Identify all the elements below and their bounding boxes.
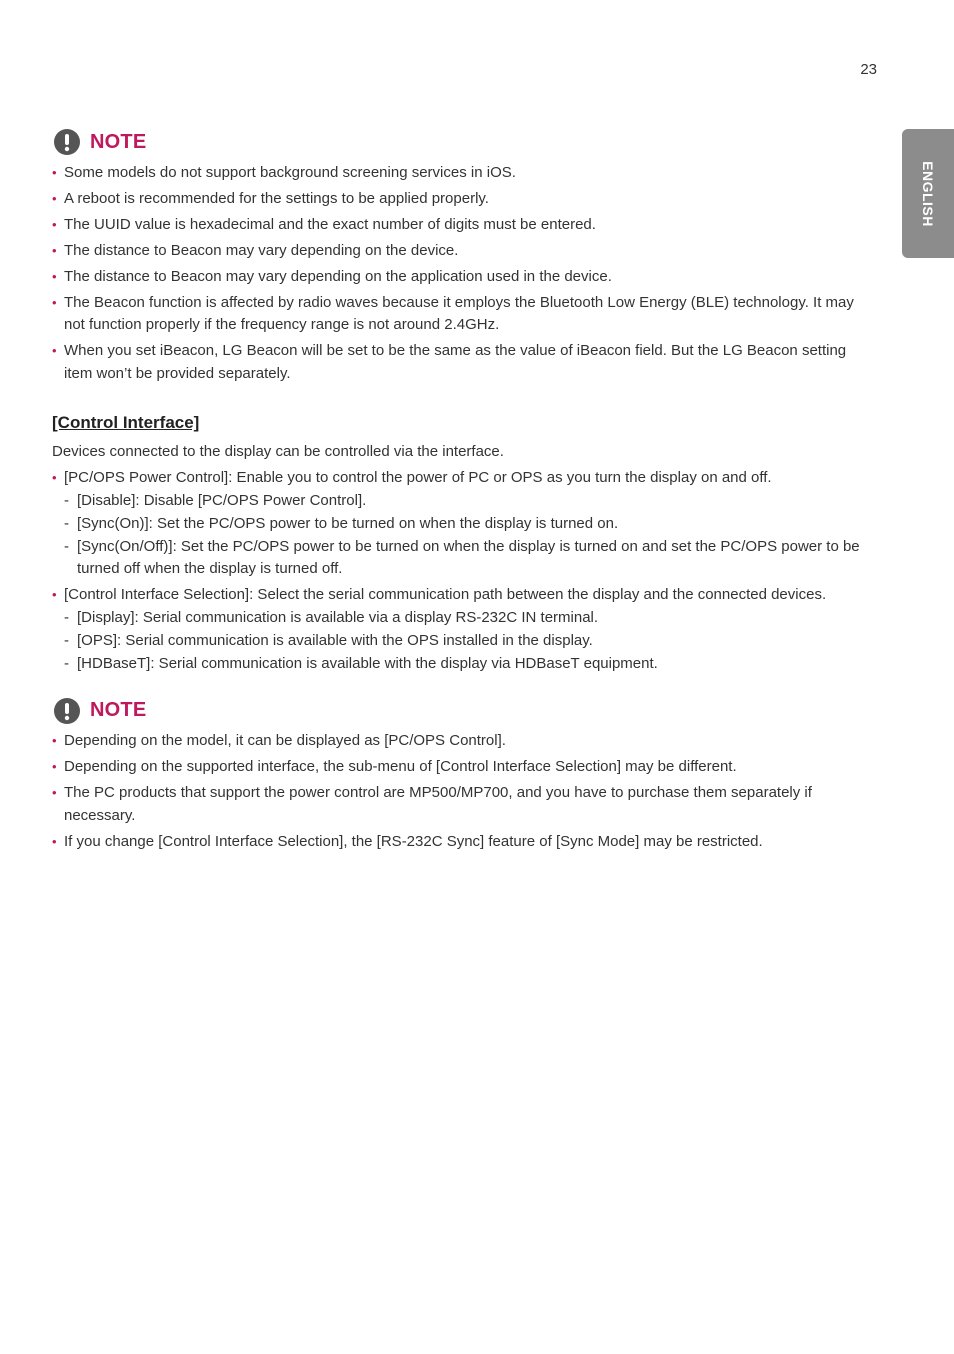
section-title: [Control Interface] [52,413,200,432]
note-header [52,695,878,727]
note-item: • Some models do not support background screening services in iOS. [52,162,878,185]
exclamation-icon [54,698,80,724]
page-number: 23 [860,61,877,78]
note-item: • If you change [Control Interface Selection], the [RS-232C Sync] feature of [Sync Mode] may be restricted. [52,831,878,854]
item-text: [PC/OPS Power Control]: Enable you to control the power of PC or OPS as you turn the display on and off. [64,468,772,486]
sub-option: - [Display]: Serial communication is available via a display RS-232C IN terminal. [64,607,878,630]
note-block-1 [52,126,878,385]
sub-option-list [64,490,878,581]
sub-option: - [HDBaseT]: Serial communication is available with the display via HDBaseT equipment. [64,653,878,676]
note-item: • When you set iBeacon, LG Beacon will be set to be the same as the value of iBeacon field. But the LG Beacon setting item won’t be provided separately. [52,340,878,385]
note-item: • Depending on the supported interface, the sub-menu of [Control Interface Selection] may be different. [52,756,878,779]
note-item: • The Beacon function is affected by radio waves because it employs the Bluetooth Low Energy (BLE) technology. It may not function properly if the frequency range is not around 2.4GHz. [52,292,878,337]
note-title: NOTE [90,130,147,153]
exclamation-icon [54,129,80,155]
page-content [52,126,878,853]
section-description: Devices connected to the display can be controlled via the interface. [52,442,504,460]
note-item: • The UUID value is hexadecimal and the exact number of digits must be entered. [52,214,878,237]
note-list [52,162,878,386]
item-text: [Control Interface Selection]: Select the serial communication path between the display and the connected devices. [64,586,827,603]
note-item: • The PC products that support the power control are MP500/MP700, and you have to purchase them separately if necessary. [52,782,878,827]
note-item: • The distance to Beacon may vary depending on the device. [52,240,878,263]
note-header [52,126,878,158]
list-item-power-control [52,467,878,581]
sub-option: - [Sync(On/Off)]: Set the PC/OPS power to be turned on when the display is turned on and set the PC/OPS power to be turned off when the display is turned off. [64,536,878,581]
sub-option-list [64,607,878,676]
note-title: NOTE [90,699,147,722]
note-block-2 [52,695,878,854]
note-list [52,730,878,853]
control-interface-list [52,467,878,676]
sub-option: - [Sync(On)]: Set the PC/OPS power to be turned on when the display is turned on. [64,513,878,536]
note-item: • The distance to Beacon may vary depending on the application used in the device. [52,266,878,289]
note-item: • A reboot is recommended for the settings to be applied properly. [52,188,878,211]
language-tab [902,129,954,258]
sub-option: - [Disable]: Disable [PC/OPS Power Control]. [64,490,878,513]
language-tab-label: ENGLISH [920,160,936,227]
list-item-interface-selection [52,584,878,676]
note-item: • Depending on the model, it can be displayed as [PC/OPS Control]. [52,730,878,753]
sub-option: - [OPS]: Serial communication is available with the OPS installed in the display. [64,630,878,653]
